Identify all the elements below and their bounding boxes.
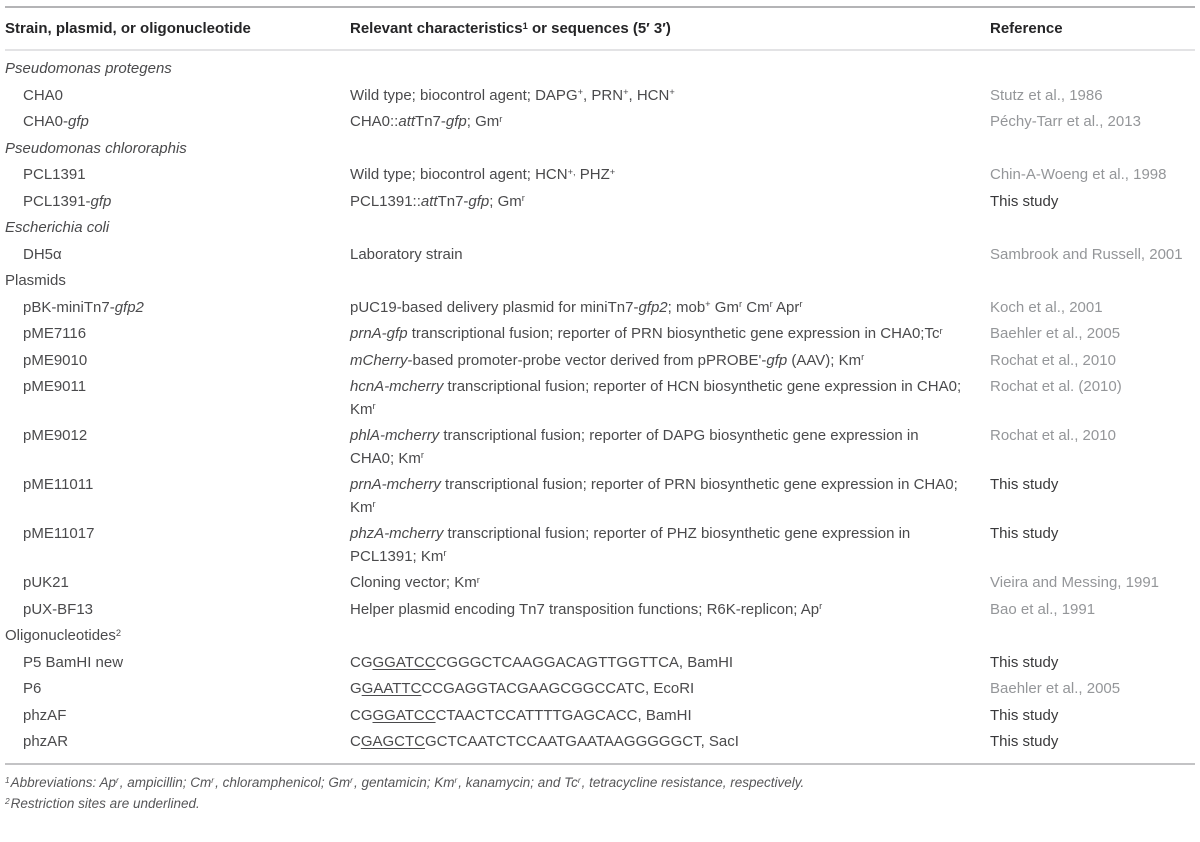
table-section-row (5, 623, 1195, 650)
footnote-text: Restriction sites are underlined. (10, 795, 200, 811)
footnote-text: Abbreviations: Ap$^r$, ampicillin; Cm$^r$, chloramphenicol; Gm$^r$, gentamicin; Km$^r$, kanamycin; and Tc$^r$, tetracycline resistance, respectively. (10, 774, 805, 790)
table-section-row (5, 268, 1195, 295)
row-name: P6 (23, 680, 42, 697)
row-reference-link[interactable]: Koch et al., 2001 (990, 298, 1103, 316)
row-reference-link[interactable]: Baehler et al., 2005 (990, 680, 1121, 697)
table-row (5, 162, 1195, 189)
row-name: pME9011 (23, 378, 87, 395)
row-name: pME11011 (23, 476, 94, 493)
row-characteristics: phlA-mcherry transcriptional fusion; reporter of DAPG biosynthetic gene expression in CHA0; Km$^r$ (350, 427, 919, 467)
row-characteristics: Helper plasmid encoding Tn7 transposition functions; R6K-replicon; Ap$^r$ (350, 600, 823, 618)
section-label: Plasmids (5, 272, 66, 289)
row-name: pBK-miniTn7-gfp2 (23, 298, 144, 316)
table-row (5, 676, 1195, 703)
section-label: Escherichia coli (5, 219, 110, 236)
row-characteristics: CGGGATCCCTAACTCCATTTTGAGCACC, BamHI (350, 706, 692, 724)
row-name: pME9012 (23, 427, 88, 444)
footnote-abbreviations (5, 772, 1195, 793)
row-name: PCL1391 (23, 166, 86, 183)
table-row (5, 650, 1195, 677)
table-row (5, 729, 1195, 756)
row-reference-link[interactable]: Bao et al., 1991 (990, 600, 1096, 618)
table-row (5, 242, 1195, 269)
row-reference: This study (990, 192, 1059, 210)
row-name: CHA0 (23, 86, 64, 104)
table-row (5, 83, 1195, 110)
table-row (5, 109, 1195, 136)
row-characteristics: CGGGATCCCGGGCTCAAGGACAGTTGGTTCA, BamHI (350, 653, 734, 671)
row-name: DH5α (23, 245, 62, 263)
row-reference: This study (990, 653, 1059, 671)
row-characteristics: Wild type; biocontrol agent; DAPG+, PRN+, HCN+ (350, 86, 675, 104)
row-reference-link[interactable]: Rochat et al., 2010 (990, 427, 1116, 444)
row-characteristics: prnA-gfp transcriptional fusion; reporter of PRN biosynthetic gene expression in CHA0;Tc$^r$ (350, 325, 943, 342)
row-reference-link[interactable]: Rochat et al. (2010) (990, 378, 1122, 395)
table-row (5, 423, 1195, 472)
row-reference: This study (990, 476, 1059, 493)
row-reference: This study (990, 733, 1059, 750)
row-reference-link[interactable]: Chin-A-Woeng et al., 1998 (990, 166, 1167, 183)
row-characteristics: prnA-mcherry transcriptional fusion; reporter of PRN biosynthetic gene expression in CHA0; Km$^r$ (350, 476, 958, 516)
table-row (5, 597, 1195, 624)
row-name: PCL1391-gfp (23, 192, 112, 210)
column-header-strain: Strain, plasmid, or oligonucleotide (5, 20, 251, 37)
column-header-characteristics: Relevant characteristics$^1$ or sequences (5′ 3′) (350, 20, 671, 37)
row-reference-link[interactable]: Stutz et al., 1986 (990, 86, 1103, 104)
row-name: pME7116 (23, 325, 87, 342)
row-reference-link[interactable]: Baehler et al., 2005 (990, 325, 1121, 342)
row-characteristics: GGAATTCCCGAGGTACGAAGCGGCCATC, EcoRI (350, 680, 695, 697)
row-characteristics: Laboratory strain (350, 245, 463, 263)
row-reference-link[interactable]: Vieira and Messing, 1991 (990, 574, 1159, 591)
row-characteristics: PCL1391::attTn7-gfp; Gm$^r$ (350, 192, 525, 210)
row-name: phzAF (23, 706, 67, 724)
section-label: Oligonucleotides$^2$ (5, 627, 122, 644)
column-header-reference: Reference (990, 20, 1063, 37)
strains-plasmids-table (0, 6, 1200, 814)
section-label: Pseudomonas chlororaphis (5, 139, 187, 157)
table-body (5, 51, 1195, 760)
row-characteristics: CHA0::attTn7-gfp; Gm$^r$ (350, 113, 503, 130)
row-reference-link[interactable]: Rochat et al., 2010 (990, 351, 1116, 369)
row-characteristics: CGAGCTCGCTCAATCTCCAATGAATAAGGGGGCT, SacI (350, 733, 739, 750)
table-row (5, 348, 1195, 375)
row-reference-link[interactable]: Péchy-Tarr et al., 2013 (990, 113, 1141, 130)
row-characteristics: pUC19-based delivery plasmid for miniTn7-gfp2; mob+ Gm$^r$ Cm$^r$ Apr$^r$ (350, 298, 803, 316)
table-row (5, 472, 1195, 521)
row-characteristics: phzA-mcherry transcriptional fusion; reporter of PHZ biosynthetic gene expression in PCL1391; Km$^r$ (350, 525, 911, 565)
row-name: CHA0-gfp (23, 113, 89, 130)
row-reference-link[interactable]: Sambrook and Russell, 2001 (990, 245, 1183, 263)
row-characteristics: Wild type; biocontrol agent; HCN+, PHZ+ (350, 166, 616, 183)
row-name: pME9010 (23, 351, 88, 369)
row-name: pUX-BF13 (23, 600, 94, 618)
table-row (5, 189, 1195, 216)
row-reference: This study (990, 706, 1059, 724)
row-name: pUK21 (23, 574, 69, 591)
footnote-marker: 2 (5, 795, 10, 806)
table-row (5, 295, 1195, 322)
table-header-row (5, 8, 1195, 49)
row-name: P5 BamHI new (23, 653, 124, 671)
row-name: pME11017 (23, 525, 95, 542)
table-row (5, 703, 1195, 730)
row-characteristics: Cloning vector; Km$^r$ (350, 574, 480, 591)
table-row (5, 521, 1195, 570)
table-row (5, 374, 1195, 423)
table-section-row (5, 215, 1195, 242)
footnote-restriction-sites (5, 793, 1195, 814)
row-reference: This study (990, 525, 1059, 542)
table-section-row (5, 56, 1195, 83)
table-row (5, 321, 1195, 348)
table-footnotes (5, 765, 1195, 814)
section-label: Pseudomonas protegens (5, 60, 172, 77)
row-name: phzAR (23, 733, 69, 750)
table-row (5, 570, 1195, 597)
row-characteristics: hcnA-mcherry transcriptional fusion; reporter of HCN biosynthetic gene expression in CHA0; Km$^r$ (350, 378, 962, 418)
footnote-marker: 1 (5, 774, 10, 785)
row-characteristics: mCherry-based promoter-probe vector derived from pPROBE'-gfp (AAV); Km$^r$ (350, 351, 865, 369)
table-section-row (5, 136, 1195, 163)
